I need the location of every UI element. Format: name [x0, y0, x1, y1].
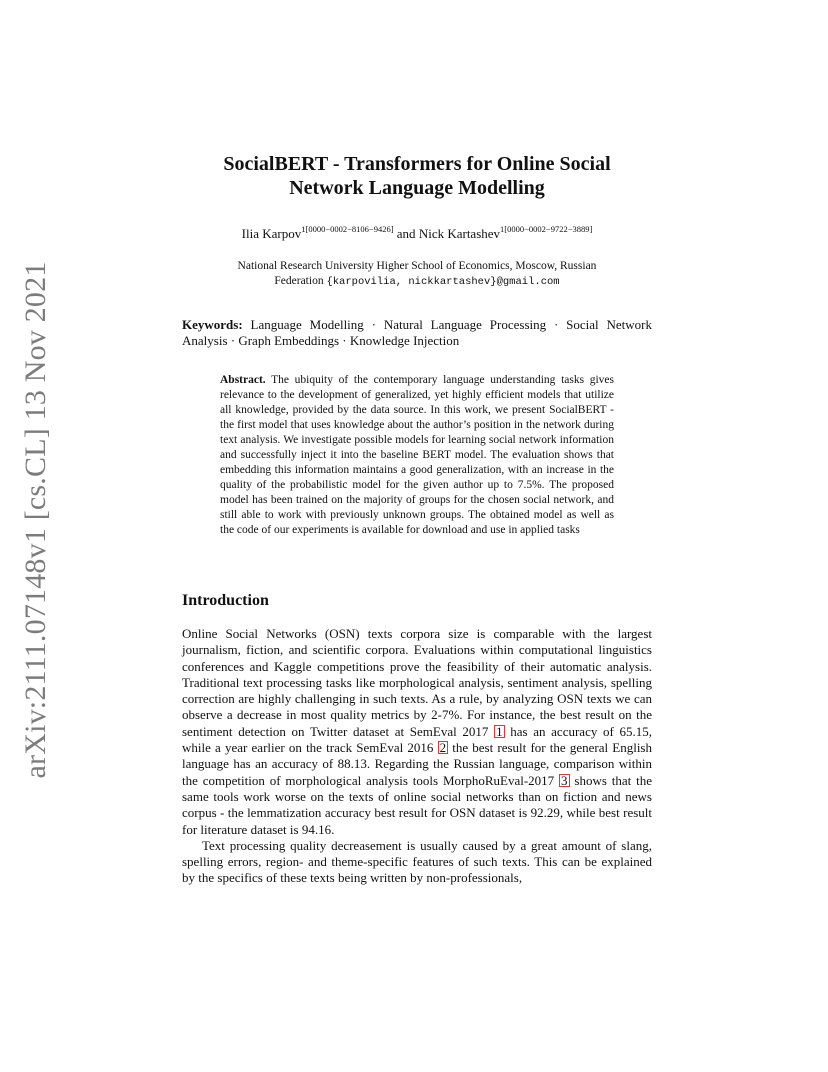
affiliation-line-2	[182, 274, 652, 290]
introduction-paragraph-2: Text processing quality decreasement is usually caused by a great amount of slang, spelling errors, region- and theme-specific features of such texts. This can be explained by the specifics of these texts being written by non-professionals,	[182, 837, 652, 886]
arxiv-identifier-stamp: arXiv:2111.07148v1 [cs.CL] 13 Nov 2021	[19, 261, 52, 779]
author-list	[182, 226, 652, 242]
keywords-label: Keywords:	[182, 317, 243, 332]
citation-link-2[interactable]: 2	[439, 740, 447, 756]
paper-title	[172, 152, 662, 200]
author-2-name: Nick Kartashev	[418, 226, 501, 241]
intro-p1-part4: shows that the same tools work worse on the texts of online social networks than on fiction and news corpus - the lemmatization accuracy best result for OSN dataset is 92.29, while best result for literature dataset is 94.16.	[182, 772, 652, 837]
author-connector: and	[393, 226, 419, 241]
author-1-name: Ilia Karpov	[241, 226, 302, 241]
citation-link-3[interactable]: 3	[561, 772, 568, 788]
intro-p1-part3: the best result for the general English language has an accuracy of 88.13. Regarding the Russian language, comparison within the competition of morphological analysis tools MorphoRuEval-2017	[182, 740, 652, 788]
title-line-1: SocialBERT - Transformers for Online Social	[223, 153, 611, 175]
introduction-heading: Introduction	[182, 592, 269, 609]
abstract-label: Abstract.	[220, 374, 266, 386]
affiliation-line-1: National Research University Higher School of Economics, Moscow, Russian	[237, 260, 597, 272]
keywords-block	[182, 317, 652, 349]
author-2-orcid: 1[0000−0002−9722−3889]	[500, 224, 593, 234]
introduction-body	[182, 626, 652, 887]
intro-p1-part2: has an accuracy of 65.15, while a year earlier on the track SemEval 2016	[182, 723, 652, 756]
abstract-text: The ubiquity of the contemporary language understanding tasks gives relevance to the development of generalized, yet highly efficient models that utilize all knowledge, provided by the data source. In this work, we present SocialBERT - the first model that uses knowledge about the author’s position in the network during text analysis. We investigate possible models for learning social network information and successfully inject it into the baseline BERT model. The evaluation shows that embedding this information maintains a good generalization, with an increase in the quality of the probabilistic model for the given author up to 7.5%. The proposed model has been trained on the majority of groups for the chosen social network, and still able to work with previously unknown groups. The obtained model as well as the code of our experiments is available for download and use in applied tasks	[220, 374, 614, 536]
keywords-text: Language Modelling · Natural Language Processing · Social Network Analysis · Graph Embeddings · Knowledge Injection	[182, 317, 652, 348]
author-1-orcid: 1[0000−0002−8106−9426]	[301, 224, 394, 234]
title-line-2: Network Language Modelling	[289, 177, 545, 199]
introduction-paragraph-1	[182, 626, 652, 838]
author-emails: {karpovilia, nickkartashev}@gmail.com	[326, 276, 560, 288]
intro-p1-part1: Online Social Networks (OSN) texts corpora size is comparable with the largest journalism, fiction, and scientific corpora. Evaluations within computational linguistics conferences and Kaggle competitions prove the feasibility of their automatic analysis. Traditional text processing tasks like morphological analysis, sentiment analysis, spelling correction are highly challenging in such texts. As a rule, by analyzing OSN texts we can observe a decrease in most quality metrics by 2-7%. For instance, the best result on the sentiment detection on Twitter dataset at SemEval 2017	[182, 626, 652, 739]
affiliation-line-2-prefix: Federation	[274, 275, 327, 287]
abstract-block	[220, 373, 614, 538]
affiliation	[182, 259, 652, 290]
citation-link-1[interactable]: 1	[496, 723, 503, 739]
